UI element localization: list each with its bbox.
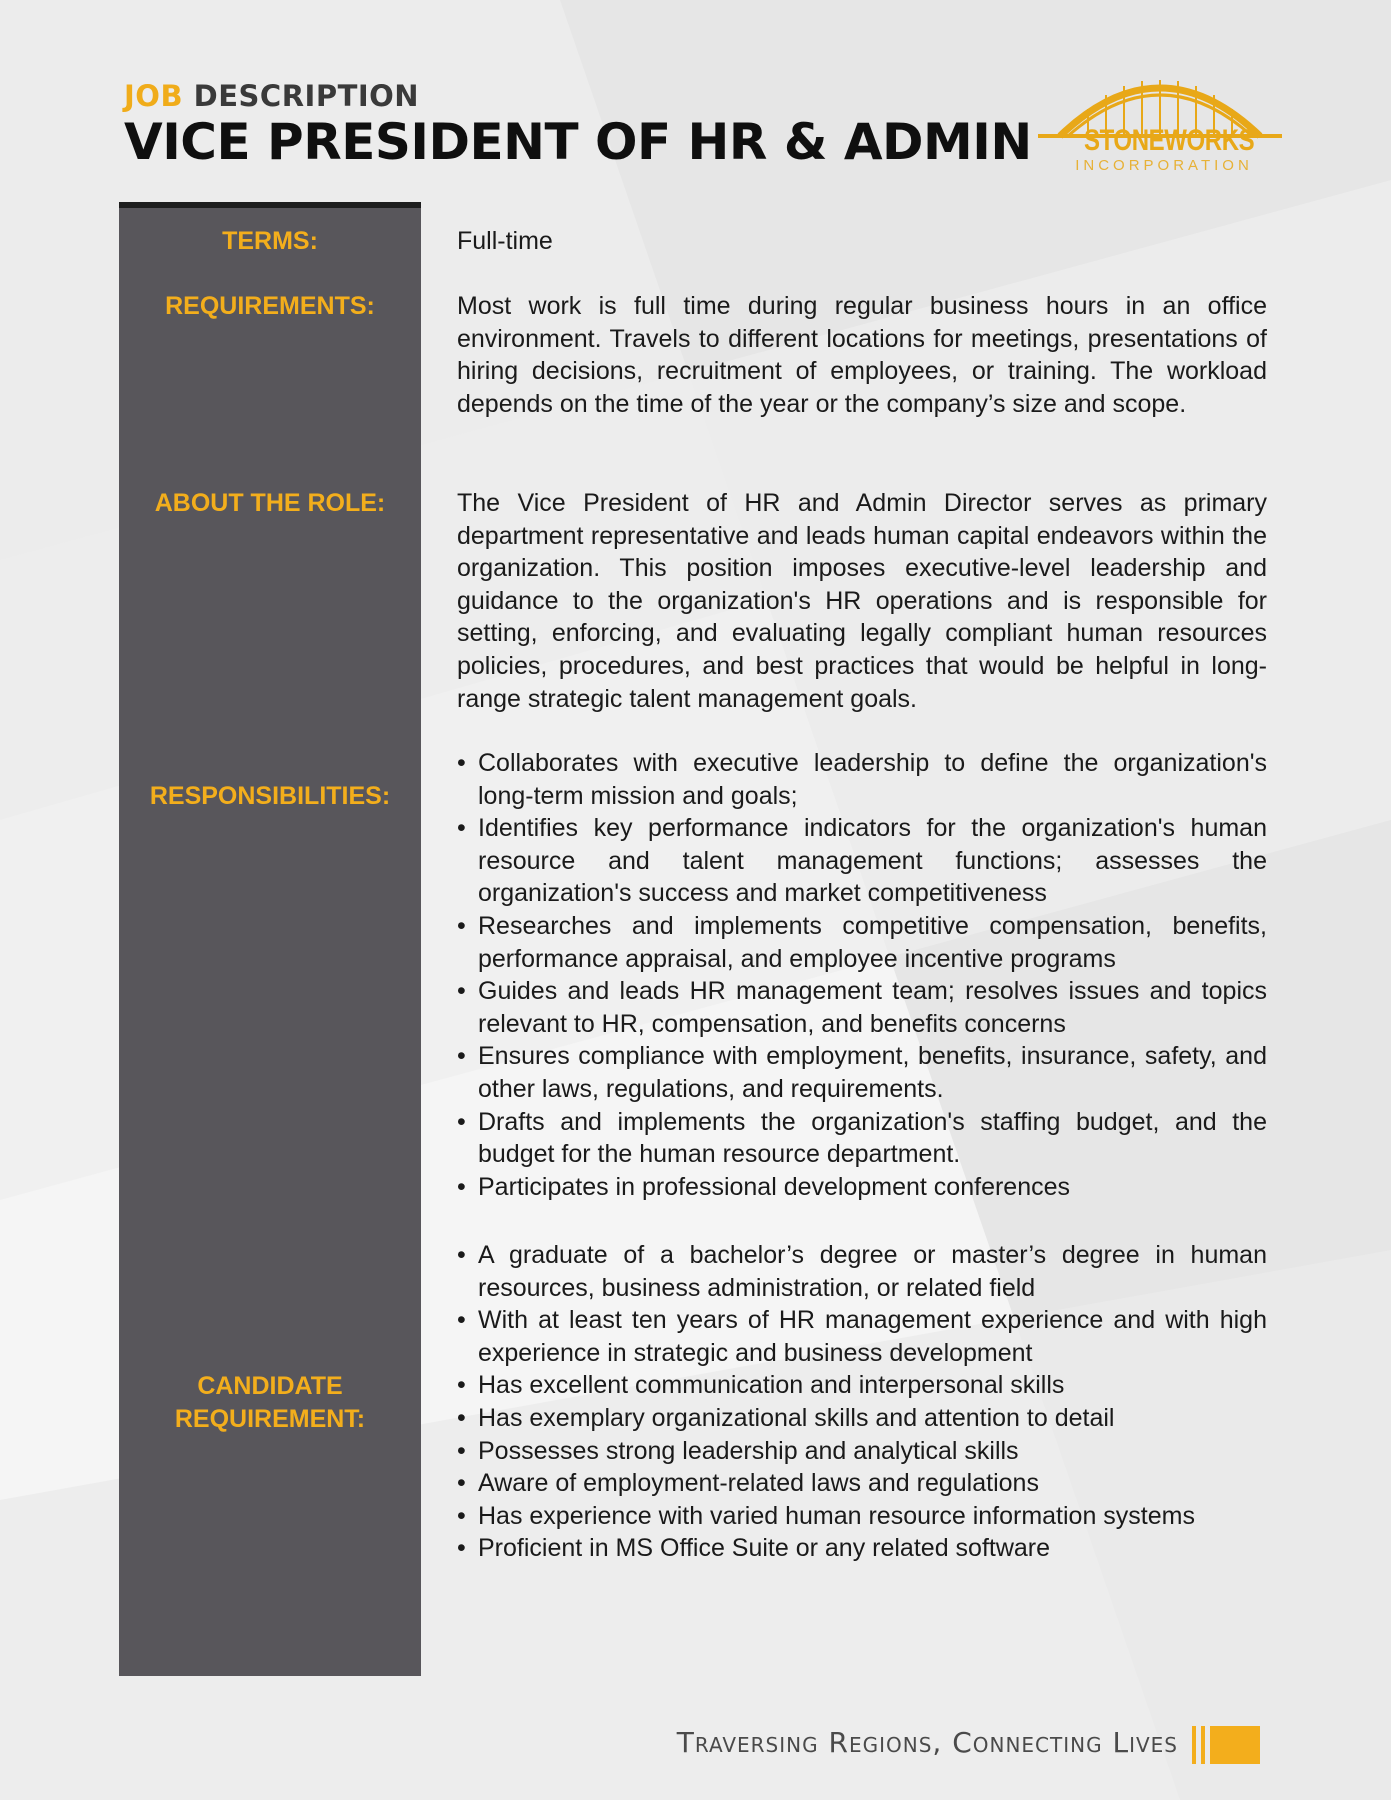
list-item: • A graduate of a bachelor’s degree or master’s degree in human resources, business administration, or related field bbox=[457, 1239, 1267, 1304]
candidate-requirements-list bbox=[457, 1239, 1267, 1565]
subtitle-rest: DESCRIPTION bbox=[183, 79, 420, 113]
document-header bbox=[124, 80, 1032, 170]
list-item: • Aware of employment-related laws and regulations bbox=[457, 1467, 1267, 1500]
candidate-requirement-label bbox=[119, 1370, 421, 1436]
list-item: • Ensures compliance with employment, benefits, insurance, safety, and other laws, regulations, and requirements. bbox=[457, 1040, 1267, 1105]
list-item: • Has exemplary organizational skills and attention to detail bbox=[457, 1402, 1267, 1435]
terms-value: Full-time bbox=[457, 227, 553, 255]
list-item: • Guides and leads HR management team; resolves issues and topics relevant to HR, compensation, and benefits concerns bbox=[457, 975, 1267, 1040]
requirements-label: REQUIREMENTS: bbox=[165, 292, 375, 320]
list-item: • Proficient in MS Office Suite or any related software bbox=[457, 1532, 1267, 1565]
responsibilities-list bbox=[457, 747, 1267, 1203]
list-item: • Collaborates with executive leadership to define the organization's long-term mission and goals; bbox=[457, 747, 1267, 812]
list-item: • Has excellent communication and interpersonal skills bbox=[457, 1369, 1267, 1402]
list-item: • Possesses strong leadership and analytical skills bbox=[457, 1435, 1267, 1468]
company-logo bbox=[1030, 60, 1290, 185]
terms-label: TERMS: bbox=[222, 227, 318, 255]
list-item: • Participates in professional development conferences bbox=[457, 1171, 1267, 1204]
subtitle-accent: JOB bbox=[124, 79, 184, 113]
list-item: • Researches and implements competitive compensation, benefits, performance appraisal, and employee incentive programs bbox=[457, 910, 1267, 975]
candidate-label-line2: REQUIREMENT: bbox=[174, 1405, 366, 1433]
responsibilities-label: RESPONSIBILITIES: bbox=[149, 782, 391, 810]
list-item: • With at least ten years of HR management experience and with high experience in strategic and business development bbox=[457, 1304, 1267, 1369]
candidate-label-line1: CANDIDATE bbox=[197, 1372, 343, 1400]
footer-bars-icon bbox=[1192, 1726, 1260, 1764]
list-item: • Identifies key performance indicators for the organization's human resource and talent management functions; assesses the organization's success and market competitiveness bbox=[457, 812, 1267, 910]
document-subtitle bbox=[124, 80, 1032, 112]
logo-name: STONEWORKS bbox=[1084, 124, 1255, 157]
requirements-text: Most work is full time during regular business hours in an office environment. Travels to different locations for meetings, presentations of hiring decisions, recruitment of employees, or training. The workload depends on the time of the year or the company’s size and scope. bbox=[457, 292, 1267, 418]
about-role-text: The Vice President of HR and Admin Director serves as primary department representative and leads human capital endeavors within the organization. This position imposes executive-level leadership and guidance to the organization's HR operations and is responsible for setting, enforcing, and evaluating legally compliant human resources policies, procedures, and best practices that would be helpful in long-range strategic talent management goals. bbox=[457, 489, 1267, 713]
logo-tagline: INCORPORATION bbox=[1075, 157, 1253, 174]
footer-slogan: Traversing Regions, Connecting Lives bbox=[676, 1726, 1178, 1759]
page-title: VICE PRESIDENT OF HR & ADMIN bbox=[124, 113, 1032, 171]
about-role-label: ABOUT THE ROLE: bbox=[154, 489, 386, 517]
list-item: • Has experience with varied human resource information systems bbox=[457, 1500, 1267, 1533]
list-item: • Drafts and implements the organization's staffing budget, and the budget for the human resource department. bbox=[457, 1106, 1267, 1171]
section-label-column bbox=[119, 202, 421, 1676]
